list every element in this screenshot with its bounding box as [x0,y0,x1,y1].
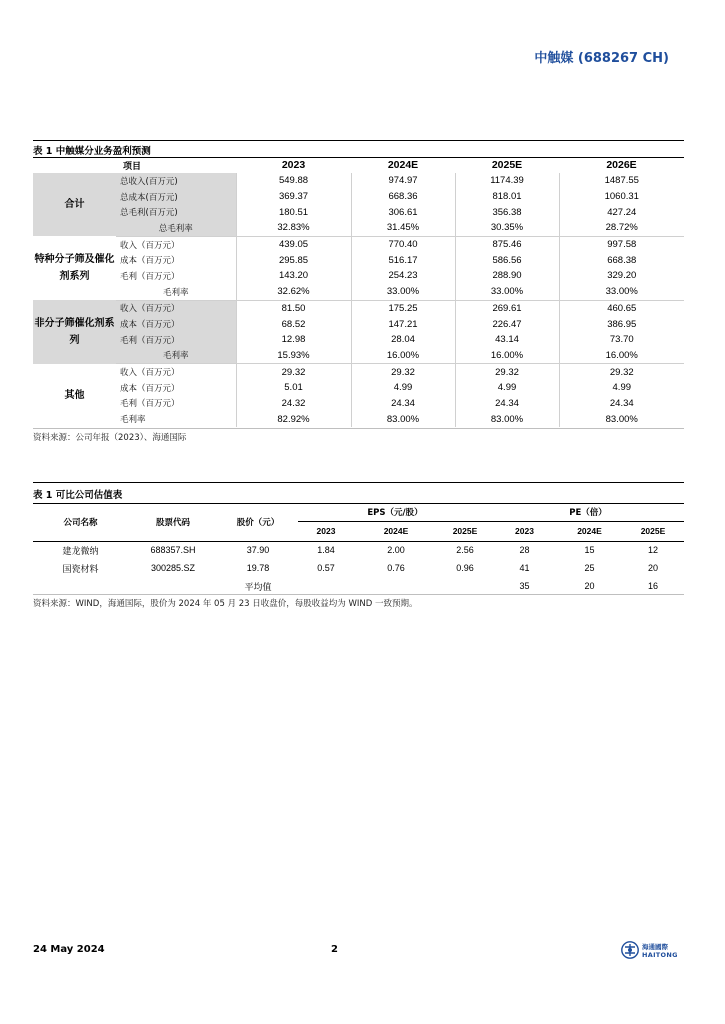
cell-value: 29.32 [351,364,455,380]
header-code: 股票代码 [128,503,218,541]
group-name: 其他 [64,389,85,401]
table1-source: 资料来源：公司年报（2023）、海通国际 [33,433,187,443]
cell-value: 12 [647,545,658,556]
cell-value: 997.58 [559,236,684,252]
table2-source: 资料来源：WIND，海通国际，股价为 2024 年 05 月 23 日收盘价，每股收益均为 WIND 一致预期。 [33,599,418,609]
cell-value: 770.40 [351,236,455,252]
cell-value: 30.35% [455,220,559,236]
row-label: 成本（百万元） [116,316,236,332]
table-row [33,396,684,412]
cell-value: 269.61 [455,300,559,316]
table-row-average [33,577,684,595]
cell-value: 143.20 [236,268,351,284]
table1-top-rule [33,140,684,141]
cell-value: 33.00% [455,284,559,300]
logo-text-cn: 海通國際 [642,943,668,951]
cell-value: 439.05 [236,236,351,252]
cell-value: 20 [584,581,595,591]
cell-value: 32.83% [236,220,351,236]
header-company: 公司名称 [33,503,128,541]
cell-value: 16.00% [559,348,684,364]
stock-code: 300285.SZ [150,563,196,573]
cell-value: 81.50 [236,300,351,316]
cell-value: 180.51 [236,204,351,220]
cell-value: 0.76 [387,563,405,573]
table-row [33,300,684,316]
table-row [33,332,684,348]
cell-value: 28.72% [559,220,684,236]
cell-value: 1487.55 [559,173,684,189]
cell-value: 73.70 [559,332,684,348]
cell-value: 2.56 [456,545,474,556]
cell-value: 226.47 [455,316,559,332]
stock-code: 688357.SH [150,545,196,556]
row-label: 收入（百万元） [116,300,236,316]
header-year: 2023 [281,159,306,171]
cell-value: 43.14 [455,332,559,348]
cell-value: 668.36 [351,189,455,205]
table-row [33,559,684,577]
cell-value: 1.84 [317,545,335,556]
table-row [33,411,684,427]
table-row [33,236,684,252]
cell-value: 516.17 [351,252,455,268]
cell-value: 20 [647,563,658,573]
cell-value: 33.00% [351,284,455,300]
cell-value: 427.24 [559,204,684,220]
table1-title: 表 1 中触媒分业务盈利预测 [33,146,151,157]
table-row [33,364,684,380]
table-header-row [33,503,684,521]
table-header-row [33,157,684,173]
cell-value: 83.00% [455,411,559,427]
header-year: 2024E [557,521,622,541]
cell-value: 16.00% [351,348,455,364]
cell-value: 668.38 [559,252,684,268]
row-label: 毛利率 [116,284,236,300]
cell-value: 386.95 [559,316,684,332]
business-forecast-table [33,157,684,427]
cell-value: 549.88 [236,173,351,189]
cell-value: 4.99 [351,380,455,396]
header-pe: PE（倍） [492,503,684,521]
company-name: 国瓷材料 [62,564,99,575]
table-row [33,268,684,284]
cell-value: 83.00% [559,411,684,427]
row-label: 毛利（百万元） [120,271,180,282]
haitong-logo-icon [621,941,639,959]
cell-value: 28.04 [351,332,455,348]
table2-bottom-rule [33,594,684,595]
row-label: 毛利率 [116,348,236,364]
row-label: 毛利（百万元） [116,332,236,348]
table-row [33,204,684,220]
company-name: 建龙微纳 [62,546,99,557]
cell-value: 175.25 [351,300,455,316]
cell-value: 460.65 [559,300,684,316]
cell-value: 16.00% [455,348,559,364]
header-price: 股价（元） [218,503,298,541]
cell-value: 254.23 [351,268,455,284]
row-label: 成本（百万元） [120,256,180,267]
row-label: 毛利率 [120,415,146,426]
table-row [33,189,684,205]
cell-value: 12.98 [236,332,351,348]
group-name: 非分子筛催化剂系列 [33,300,116,364]
cell-value: 29.32 [236,364,351,380]
row-label: 成本（百万元） [120,383,180,394]
cell-value: 82.92% [236,411,351,427]
cell-value: 329.20 [559,268,684,284]
header-item: 项目 [123,161,142,172]
header-year: 2024E [354,521,438,541]
logo-text-en: HAITONG [642,951,678,959]
table2-title: 表 1 可比公司估值表 [33,490,123,501]
cell-value: 24.34 [455,396,559,412]
cell-value: 5.01 [236,380,351,396]
cell-value: 68.52 [236,316,351,332]
row-label: 总成本(百万元) [116,189,236,205]
haitong-logo [621,941,681,965]
cell-value: 586.56 [455,252,559,268]
cell-value: 29.32 [455,364,559,380]
cell-value: 25 [584,563,595,573]
group-name: 特种分子筛及催化剂系列 [34,254,115,283]
cell-value: 295.85 [236,252,351,268]
row-label: 毛利（百万元） [120,399,180,410]
header-year: 2023 [492,521,557,541]
cell-value: 4.99 [559,380,684,396]
comparable-valuation-table [33,503,684,595]
cell-value: 288.90 [455,268,559,284]
cell-value: 818.01 [455,189,559,205]
cell-value: 24.34 [559,396,684,412]
table-row [33,316,684,332]
cell-value: 24.32 [236,396,351,412]
table-row [33,380,684,396]
cell-value: 0.57 [317,563,335,573]
cell-value: 41 [519,563,530,573]
cell-value: 83.00% [351,411,455,427]
cell-value: 356.38 [455,204,559,220]
cell-value: 15 [584,545,595,556]
cell-value: 31.45% [351,220,455,236]
table-row [33,284,684,300]
header-year: 2025E [491,159,523,171]
report-header-title: 中触媒 (688267 CH) [534,51,669,66]
cell-value: 35 [519,581,530,591]
cell-value: 33.00% [559,284,684,300]
cell-value: 15.93% [236,348,351,364]
cell-value: 28 [519,545,530,556]
cell-value: 974.97 [351,173,455,189]
row-label: 总毛利率 [116,220,236,236]
row-label: 总收入(百万元) [116,173,236,189]
cell-value: 147.21 [351,316,455,332]
table1-bottom-rule [33,428,684,429]
cell-value: 369.37 [236,189,351,205]
report-date: 24 May 2024 [33,944,105,955]
table-row [33,252,684,268]
header-year: 2024E [387,159,419,171]
header-eps: EPS（元/股） [298,503,492,521]
table-row [33,220,684,236]
cell-value: 32.62% [236,284,351,300]
page-number: 2 [331,944,338,955]
row-label: 总毛利(百万元) [116,204,236,220]
cell-value: 2.00 [387,545,405,556]
cell-value: 1060.31 [559,189,684,205]
stock-price: 19.78 [246,563,270,573]
cell-value: 1174.39 [455,173,559,189]
group-name: 合计 [33,173,116,236]
cell-value: 0.96 [456,563,474,573]
row-label: 收入（百万元） [120,240,180,251]
header-year: 2023 [298,521,354,541]
cell-value: 29.32 [559,364,684,380]
cell-value: 306.61 [351,204,455,220]
average-label: 平均值 [244,582,272,593]
stock-price: 37.90 [246,545,270,556]
row-label: 收入（百万元） [120,368,180,379]
table-row [33,173,684,189]
cell-value: 24.34 [351,396,455,412]
cell-value: 4.99 [455,380,559,396]
table2-top-rule [33,482,684,483]
table-row [33,541,684,559]
table-row [33,348,684,364]
header-year: 2025E [438,521,492,541]
cell-value: 16 [647,581,658,591]
header-year: 2025E [622,521,684,541]
header-year: 2026E [606,159,637,171]
cell-value: 875.46 [455,236,559,252]
